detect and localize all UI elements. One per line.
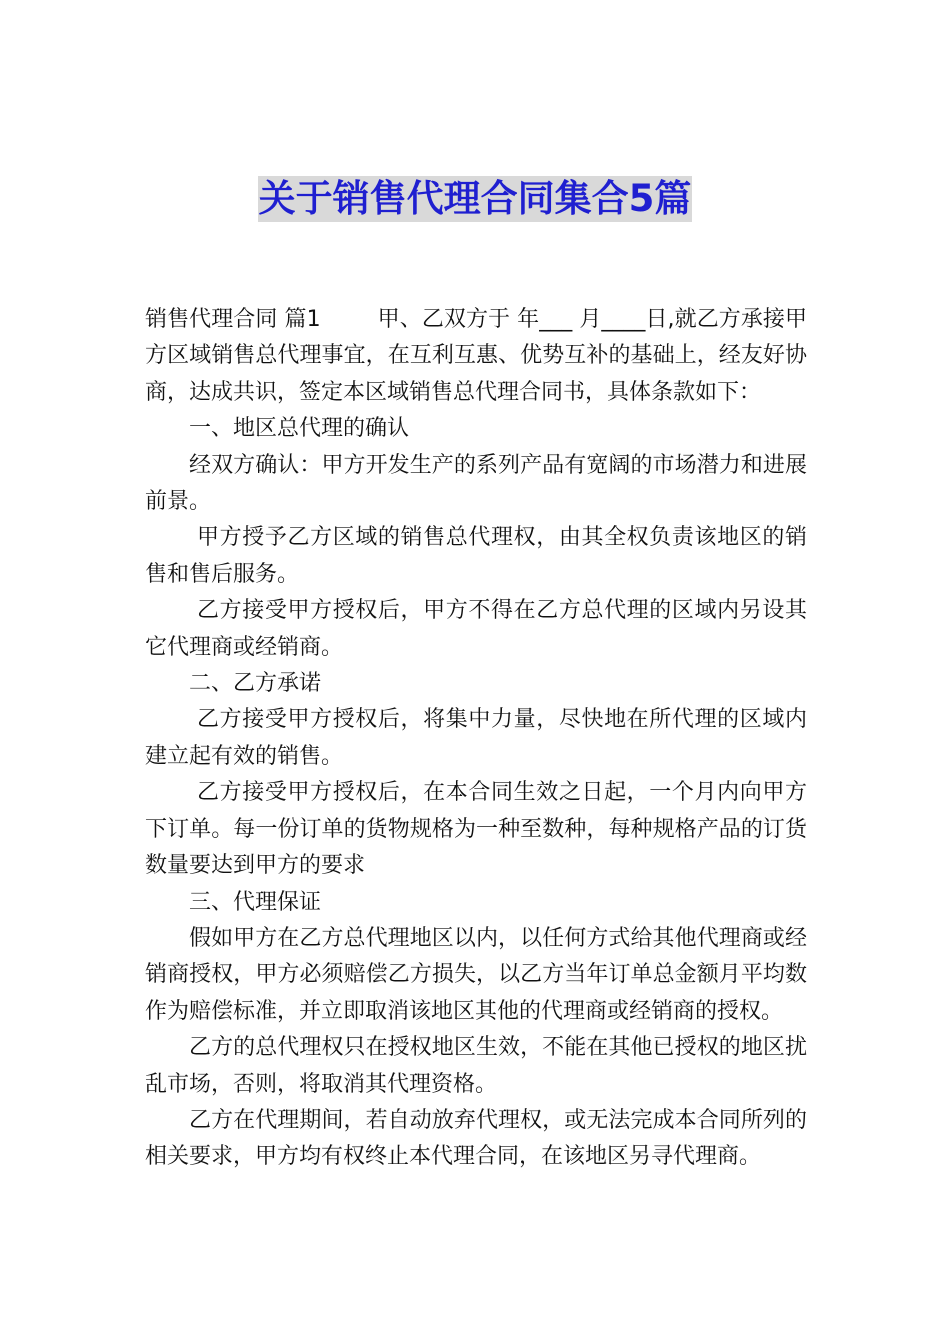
section-heading: 三、代理保证 <box>189 889 322 915</box>
paragraph: 乙方接受甲方授权后，将集中力量，尽快地在所代理的区域内建立起有效的销售。 <box>145 707 807 769</box>
paragraph: 假如甲方在乙方总代理地区以内，以任何方式给其他代理商或经销商授权，甲方必须赔偿乙方损失，以乙方当年订单总金额月平均数作为赔偿标准，并立即取消该地区其他的代理商或经销商的授权。 <box>145 925 807 1024</box>
document-title-text: 关于销售代理合同集合5篇 <box>258 177 692 220</box>
paragraph: 甲方授予乙方区域的销售总代理权，由其全权负责该地区的销售和售后服务。 <box>145 525 807 587</box>
intro-text: 甲、乙双方于 年___ 月____日,就乙方承接甲方区域销售总代理事宜，在互利互惠、优势互补的基础上，经友好协商，达成共识，签定本区域销售总代理合同书，具体条款如下： <box>145 307 807 405</box>
paragraph: 乙方接受甲方授权后，甲方不得在乙方总代理的区域内另设其它代理商或经销商。 <box>145 598 807 660</box>
section-heading: 二、乙方承诺 <box>189 671 322 697</box>
intro-paragraph <box>145 302 807 411</box>
document-title <box>0 176 950 222</box>
section-heading: 一、地区总代理的确认 <box>189 416 410 442</box>
paragraph: 乙方接受甲方授权后，在本合同生效之日起，一个月内向甲方下订单。每一份订单的货物规格为一种至数种，每种规格产品的订货数量要达到甲方的要求 <box>145 780 807 879</box>
article-label: 销售代理合同 篇1 <box>145 307 321 332</box>
paragraph: 乙方在代理期间，若自动放弃代理权，或无法完成本合同所列的相关要求，甲方均有权终止本代理合同，在该地区另寻代理商。 <box>145 1107 807 1170</box>
document-body <box>145 302 807 1176</box>
paragraph: 乙方的总代理权只在授权地区生效，不能在其他已授权的地区扰乱市场，否则，将取消其代理资格。 <box>145 1035 807 1097</box>
paragraph: 经双方确认：甲方开发生产的系列产品有宽阔的市场潜力和进展前景。 <box>145 452 807 515</box>
